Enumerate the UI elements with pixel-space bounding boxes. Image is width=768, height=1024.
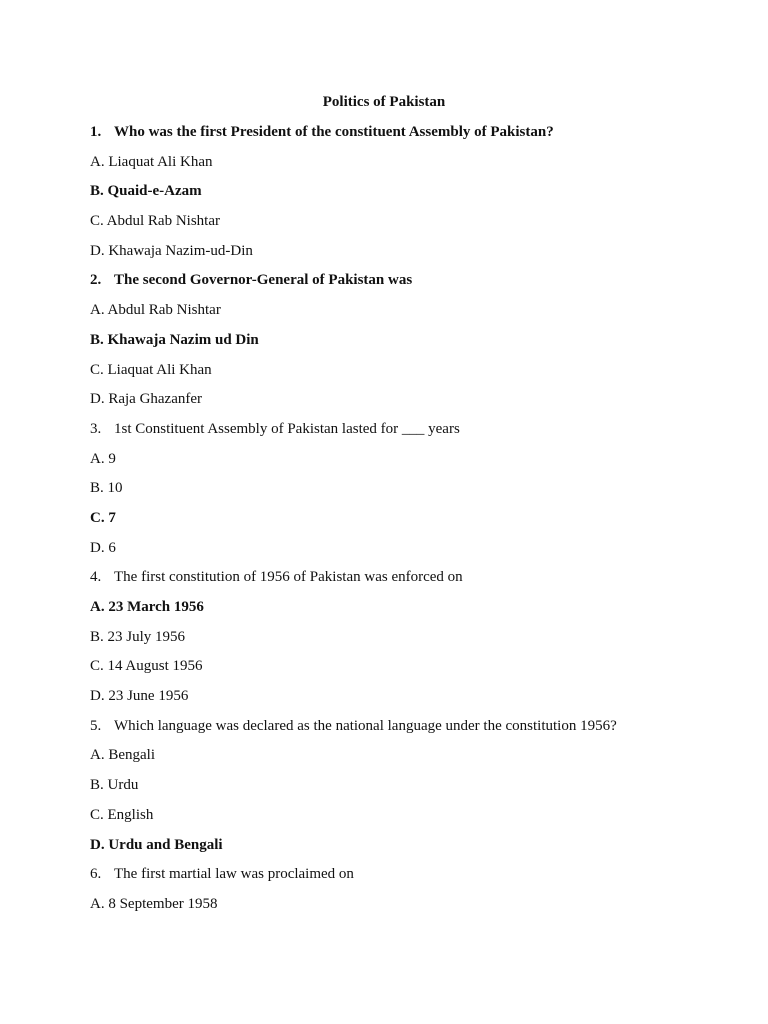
question-number: 1.: [90, 124, 102, 140]
answer-option: C. English: [90, 806, 154, 823]
question-text: The first constitution of 1956 of Pakistan was enforced on: [114, 569, 463, 586]
question-text: The first martial law was proclaimed on: [114, 866, 354, 883]
question-4: [90, 567, 730, 597]
question-6: [90, 864, 730, 894]
question-5: [90, 716, 730, 746]
question-text: Which language was declared as the national language under the constitution 1956?: [114, 717, 617, 734]
answer-option: A. Abdul Rab Nishtar: [90, 302, 221, 319]
answer-option: B. 10: [90, 480, 123, 497]
answer-option: C. 14 August 1956: [90, 658, 203, 675]
answer-option: A. Bengali: [90, 747, 155, 764]
answer-option: A. Liaquat Ali Khan: [90, 153, 213, 170]
answer-option-correct: D. Urdu and Bengali: [90, 836, 223, 853]
answer-option-correct: B. Khawaja Nazim ud Din: [90, 331, 259, 348]
question-number: 5.: [90, 717, 102, 734]
document-title: Politics of Pakistan: [322, 94, 446, 110]
question-3: [90, 419, 730, 449]
question-number: 6.: [90, 866, 102, 883]
answer-option: D. Raja Ghazanfer: [90, 391, 203, 408]
answer-option: B. Urdu: [90, 777, 139, 794]
answer-option-correct: A. 23 March 1956: [90, 599, 204, 615]
answer-option: A. 8 September 1958: [90, 895, 218, 912]
answer-option: C. Liaquat Ali Khan: [90, 361, 212, 378]
question-number: 4.: [90, 569, 102, 586]
question-list: [90, 122, 730, 924]
answer-option: D. 6: [90, 539, 116, 556]
question-text: The second Governor-General of Pakistan was: [114, 272, 413, 289]
answer-option-correct: C. 7: [90, 509, 116, 526]
answer-option: C. Abdul Rab Nishtar: [90, 213, 220, 230]
answer-option: B. 23 July 1956: [90, 628, 186, 645]
question-2: [90, 270, 730, 300]
answer-option-correct: B. Quaid-e-Azam: [90, 183, 202, 200]
question-1: [90, 122, 730, 152]
answer-option: D. Khawaja Nazim-ud-Din: [90, 242, 253, 259]
question-number: 2.: [90, 272, 102, 289]
question-text: Who was the first President of the constituent Assembly of Pakistan?: [114, 124, 554, 140]
question-number: 3.: [90, 420, 102, 437]
answer-option: D. 23 June 1956: [90, 688, 189, 705]
answer-option: A. 9: [90, 450, 116, 467]
question-text: 1st Constituent Assembly of Pakistan lasted for ___ years: [114, 420, 460, 437]
